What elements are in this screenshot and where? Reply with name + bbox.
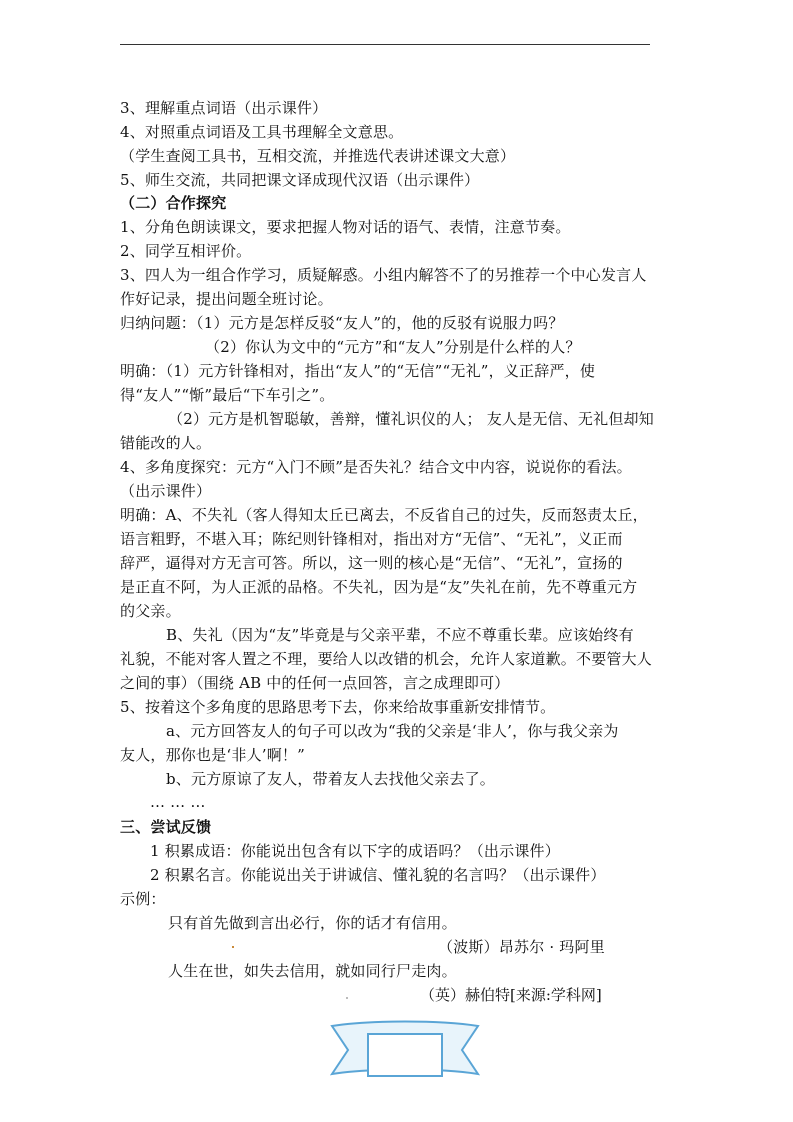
text-line: 示例： — [120, 890, 166, 908]
stray-mark — [346, 997, 348, 999]
source-note: [来源:学科网] — [510, 986, 602, 1004]
text-line: 1 积累成语：你能说出包含有以下字的成语吗？（出示课件） — [150, 842, 560, 860]
text-line: 3、四人为一组合作学习，质疑解惑。小组内解答不了的另推荐一个中心发言人 — [120, 266, 647, 284]
quote-author: （波斯）昂苏尔 · 玛阿里 — [438, 938, 605, 956]
text-line: 是正直不阿，为人正派的品格。不失礼，因为是“友”失礼在前，先不尊重元方 — [120, 578, 638, 596]
stray-mark — [232, 946, 234, 948]
text-line: 归纳问题：（1）元方是怎样反驳“友人”的，他的反驳有说服力吗？ — [120, 314, 564, 332]
text-line: a、元方回答友人的句子可以改为“我的父亲是‘非人’，你与我父亲为 — [166, 722, 619, 740]
text-line: 5、按着这个多角度的思路思考下去，你来给故事重新安排情节。 — [120, 698, 556, 716]
banner-graphic — [330, 1020, 480, 1080]
text-line: 得“友人”“惭”最后“下车引之”。 — [120, 386, 335, 404]
text-line: 2、同学互相评价。 — [120, 242, 252, 260]
text-line: 3、理解重点词语（出示课件） — [120, 99, 328, 117]
text-line: 礼貌，不能对客人置之不理，要给人以改错的机会，允许人家道歉。不要管大人 — [120, 650, 653, 668]
text-line: （2）元方是机智聪敏，善辩，懂礼识仪的人； 友人是无信、无礼但却知 — [168, 410, 654, 428]
quote-line: 只有首先做到言出必行，你的话才有信用。 — [168, 914, 457, 932]
text-line: 5、师生交流，共同把课文译成现代汉语（出示课件） — [120, 171, 480, 189]
quote-author: （英）赫伯特 — [420, 986, 511, 1004]
text-line: （出示课件） — [120, 482, 212, 500]
text-line: 之间的事）（围绕 AB 中的任何一点回答，言之成理即可） — [120, 674, 510, 692]
text-line: 4、对照重点词语及工具书理解全文意思。 — [120, 123, 404, 141]
text-line: 明确：A、不失礼（客人得知太丘已离去，不反省自己的过失，反而怒责太丘， — [120, 506, 648, 524]
text-line: B、失礼（因为“友”毕竟是与父亲平辈，不应不尊重长辈。应该始终有 — [166, 626, 634, 644]
text-line: 1、分角色朗读课文，要求把握人物对话的语气、表情，注意节奏。 — [120, 218, 571, 236]
text-line: 友人，那你也是‘非人’啊！” — [120, 746, 306, 764]
text-line: 的父亲。 — [120, 602, 181, 620]
text-line: 明确：（1）元方针锋相对，指出“友人”的“无信”“无礼”，义正辞严，使 — [120, 362, 596, 380]
text-line: 4、多角度探究：元方“入门不顾”是否失礼？结合文中内容，说说你的看法。 — [120, 458, 632, 476]
section-heading: 三、尝试反馈 — [120, 818, 212, 836]
text-line: 2 积累名言。你能说出关于讲诚信、懂礼貌的名言吗？（出示课件） — [150, 866, 606, 884]
text-line: 错能改的人。 — [120, 434, 212, 452]
section-heading: （二）合作探究 — [120, 194, 227, 212]
text-line: 语言粗野，不堪入耳；陈纪则针锋相对，指出对方“无信”、“无礼”，义正而 — [120, 530, 623, 548]
text-line: 辞严，逼得对方无言可答。所以，这一则的核心是“无信”、“无礼”，宣扬的 — [120, 554, 623, 572]
header-rule — [120, 44, 650, 45]
quote-line: 人生在世，如失去信用，就如同行尸走肉。 — [168, 962, 457, 980]
ellipsis-line: … … … — [150, 793, 206, 811]
text-line: b、元方原谅了友人，带着友人去找他父亲去了。 — [166, 770, 496, 788]
text-line: 作好记录，提出问题全班讨论。 — [120, 290, 333, 308]
quote-author-line — [420, 984, 602, 1006]
text-line: （2）你认为文中的“元方”和“友人”分别是什么样的人？ — [205, 338, 581, 356]
text-line: （学生查阅工具书，互相交流，并推选代表讲述课文大意） — [120, 147, 516, 165]
